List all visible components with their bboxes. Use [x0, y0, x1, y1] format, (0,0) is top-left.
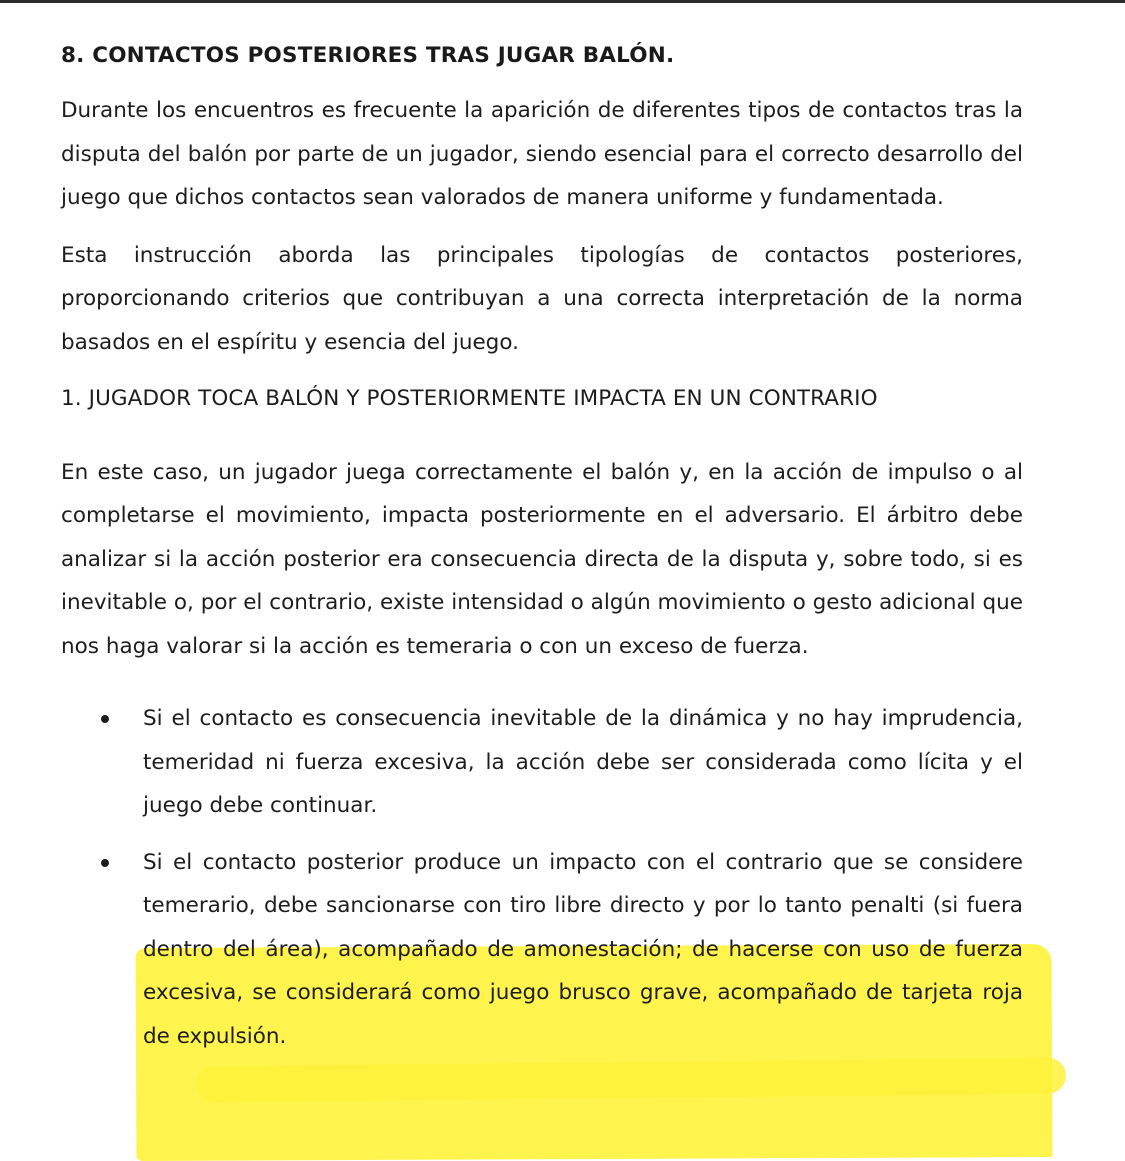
- criteria-item-text: Si el contacto es consecuencia inevitable de la dinámica y no hay imprudencia, temeridad ni fuerza excesiva, la acción debe ser considerada como lícita y el juego debe continuar.: [143, 706, 1023, 818]
- case-paragraph: En este caso, un jugador juega correctamente el balón y, en la acción de impulso o al completarse el movimiento, impacta posteriormente en el adversario. El árbitro debe analizar si la acción posterior era consecuencia directa de la disputa y, sobre todo, si es inevitable o, por el contrario, existe intensidad o algún movimiento o gesto adicional que nos haga valorar si la acción es temeraria o con un exceso de fuerza.: [61, 459, 1023, 659]
- bullet-icon: [101, 859, 109, 867]
- section-heading: 8. CONTACTOS POSTERIORES TRAS JUGAR BALÓN.: [61, 43, 675, 68]
- case-subheading: 1. JUGADOR TOCA BALÓN Y POSTERIORMENTE IMPACTA EN UN CONTRARIO: [61, 386, 878, 411]
- criteria-item-text: Si el contacto posterior produce un impacto con el contrario que se considere temerario, debe sancionarse con tiro libre directo y por lo tanto penalti (si fuera dentro del área), acompañado de amonestación; de hacerse con uso de fuerza excesiva, se considerará como juego brusco grave, acompañado de tarjeta roja de expulsión.: [143, 849, 1023, 1049]
- top-border-line: [0, 0, 1125, 3]
- intro-paragraph-1: Durante los encuentros es frecuente la aparición de diferentes tipos de contactos tras la disputa del balón por parte de un jugador, siendo esencial para el correcto desarrollo del juego que dichos contactos sean valorados de manera uniforme y fundamentada.: [61, 98, 1023, 210]
- criteria-item-reckless: [61, 841, 1023, 1059]
- document-page: [61, 36, 1023, 1058]
- criteria-item-lawful: [61, 697, 1023, 828]
- criteria-list: [61, 697, 1023, 1058]
- bullet-icon: [101, 715, 109, 723]
- intro-paragraph-2: Esta instrucción aborda las principales tipologías de contactos posteriores, proporcionando criterios que contribuyan a una correcta interpretación de la norma basados en el espíritu y esencia del juego.: [61, 242, 1023, 355]
